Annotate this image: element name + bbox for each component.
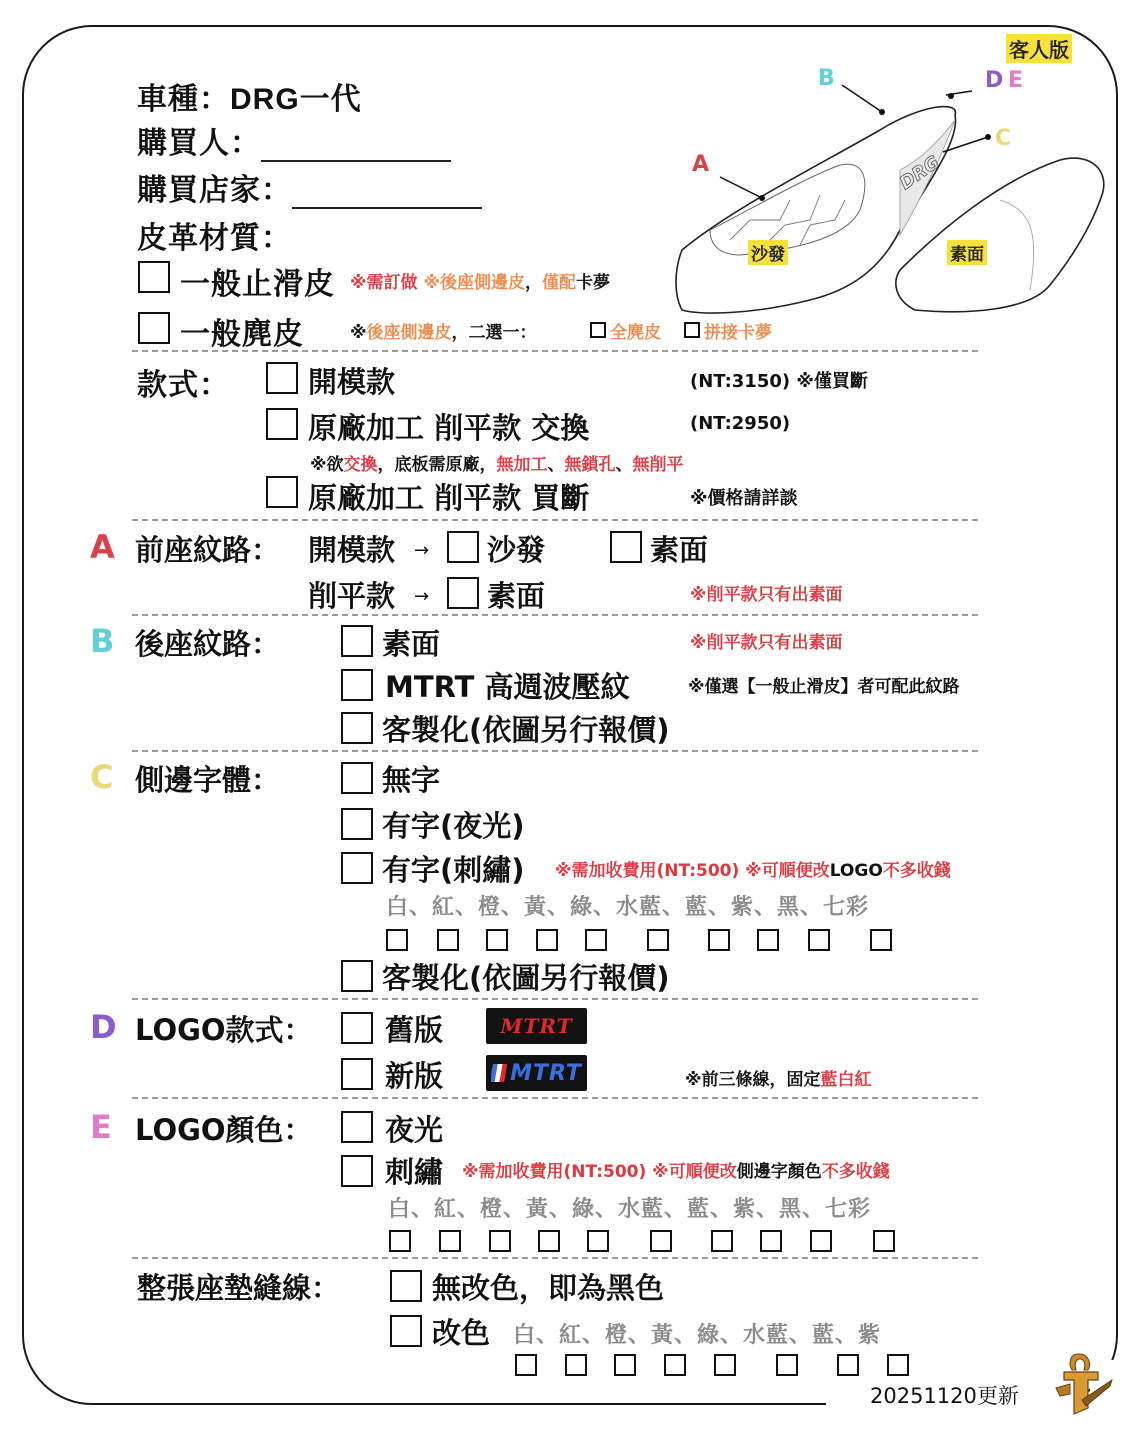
checkbox-stitch-color-orange[interactable] bbox=[614, 1354, 636, 1376]
checkbox-logo-color-blue[interactable] bbox=[711, 1230, 733, 1252]
checkbox-logo-color-red[interactable] bbox=[439, 1230, 461, 1252]
front-mold-prefix: 開模款 bbox=[308, 533, 396, 567]
checkbox-front-flat-plain[interactable] bbox=[447, 577, 479, 609]
arrow-icon: → bbox=[414, 540, 430, 561]
side-embroidery-label: 有字(刺繡) bbox=[382, 853, 525, 887]
checkbox-stitch-color-aqua[interactable] bbox=[776, 1354, 798, 1376]
style-flat-exchange-note: (NT:2950) bbox=[690, 413, 791, 434]
checkbox-side-embroidery[interactable] bbox=[341, 852, 373, 884]
full-suede-label: 全麂皮 bbox=[610, 323, 661, 343]
checkbox-style-mold[interactable] bbox=[266, 362, 298, 394]
checkbox-logo-color-green[interactable] bbox=[587, 1230, 609, 1252]
checkbox-logo-color-aqua[interactable] bbox=[650, 1230, 672, 1252]
style-flat-buyout-label: 原廠加工 削平款 買斷 bbox=[308, 481, 590, 515]
arrow-icon: → bbox=[414, 586, 430, 607]
divider bbox=[132, 750, 978, 752]
checkbox-leather-antislip[interactable] bbox=[138, 261, 170, 293]
front-flat-plain-label: 素面 bbox=[487, 579, 546, 613]
diagram-label-b: B bbox=[818, 66, 835, 91]
checkbox-side-color-purple[interactable] bbox=[757, 929, 779, 951]
rear-plain-note: ※削平款只有出素面 bbox=[690, 633, 843, 653]
leather-suede-label: 一般麂皮 bbox=[180, 317, 304, 352]
logo-style-label: LOGO款式： bbox=[135, 1013, 313, 1047]
side-custom-label: 客製化(依圖另行報價) bbox=[382, 961, 670, 995]
checkbox-leather-suede[interactable] bbox=[138, 312, 170, 344]
side-font-label: 側邊字體： bbox=[135, 763, 281, 797]
style-flat-exchange-label: 原廠加工 削平款 交換 bbox=[308, 411, 590, 445]
section-e-letter: E bbox=[90, 1108, 112, 1146]
checkbox-rear-plain[interactable] bbox=[341, 625, 373, 657]
customer-version-badge: 客人版 bbox=[1006, 34, 1072, 63]
style-mold-note: (NT:3150) ※僅買斷 bbox=[690, 371, 868, 392]
style-label: 款式： bbox=[137, 368, 230, 403]
checkbox-logo-old[interactable] bbox=[341, 1012, 373, 1044]
checkbox-side-color-rainbow[interactable] bbox=[870, 929, 892, 951]
style-mold-label: 開模款 bbox=[308, 365, 396, 399]
checkbox-side-glow[interactable] bbox=[341, 808, 373, 840]
checkbox-side-color-blue[interactable] bbox=[708, 929, 730, 951]
leather-antislip-label: 一般止滑皮 bbox=[180, 267, 335, 302]
checkbox-logo-new[interactable] bbox=[341, 1058, 373, 1090]
checkbox-side-color-white[interactable] bbox=[386, 929, 408, 951]
store-field bbox=[137, 165, 482, 209]
checkbox-logo-color-black[interactable] bbox=[810, 1230, 832, 1252]
carbon-splice-label: 拼接卡夢 bbox=[704, 323, 772, 343]
checkbox-logo-glow[interactable] bbox=[341, 1111, 373, 1143]
checkbox-side-none[interactable] bbox=[341, 762, 373, 794]
logo-old-label: 舊版 bbox=[385, 1013, 444, 1047]
divider bbox=[132, 519, 978, 521]
section-b-letter: B bbox=[90, 622, 115, 660]
mtrt-brand-logo-icon bbox=[1052, 1350, 1114, 1416]
section-a-letter: A bbox=[90, 528, 115, 566]
checkbox-style-flat-exchange[interactable] bbox=[266, 408, 298, 440]
vehicle-field bbox=[137, 74, 362, 118]
checkbox-logo-color-orange[interactable] bbox=[489, 1230, 511, 1252]
checkbox-logo-embroidery[interactable] bbox=[341, 1155, 373, 1187]
checkbox-side-custom[interactable] bbox=[341, 960, 373, 992]
logo-color-label: LOGO顏色： bbox=[135, 1113, 313, 1147]
divider bbox=[132, 1257, 978, 1259]
rear-mtrt-label: MTRT 高週波壓紋 bbox=[385, 670, 630, 704]
stitch-color-list: 白、紅、橙、黃、綠、水藍、藍、紫 bbox=[513, 1323, 882, 1348]
checkbox-stitch-recolor[interactable] bbox=[390, 1315, 422, 1347]
divider bbox=[132, 350, 978, 352]
buyer-label: 購買人： bbox=[137, 126, 261, 161]
front-sofa-label: 沙發 bbox=[487, 533, 546, 567]
style-flat-buyout-note: ※價格請詳談 bbox=[690, 488, 798, 509]
seat-diagram bbox=[670, 60, 1120, 320]
svg-text:DRG: DRG bbox=[895, 151, 944, 195]
store-label: 購買店家： bbox=[137, 173, 292, 208]
rear-custom-label: 客製化(依圖另行報價) bbox=[382, 713, 670, 747]
checkbox-side-color-red[interactable] bbox=[437, 929, 459, 951]
buyer-input-line[interactable] bbox=[261, 138, 451, 162]
divider bbox=[132, 1097, 978, 1099]
exchange-condition-note: ※欲交換，底板需原廠，無加工、無鎖孔、無削平 bbox=[310, 455, 684, 475]
divider bbox=[132, 614, 978, 616]
logo-color-list: 白、紅、橙、黃、綠、水藍、藍、紫、黑、七彩 bbox=[388, 1197, 872, 1222]
front-plain-label: 素面 bbox=[650, 533, 709, 567]
side-glow-label: 有字(夜光) bbox=[382, 809, 525, 843]
checkbox-side-color-orange[interactable] bbox=[486, 929, 508, 951]
leather-antislip-note: ※需訂做 ※後座側邊皮，僅配卡夢 bbox=[350, 273, 610, 293]
checkbox-stitch-color-blue[interactable] bbox=[837, 1354, 859, 1376]
checkbox-front-sofa[interactable] bbox=[447, 531, 479, 563]
diagram-label-c: C bbox=[995, 126, 1012, 151]
vehicle-value: DRG一代 bbox=[230, 83, 362, 116]
section-c-letter: C bbox=[90, 758, 114, 796]
buyer-field bbox=[137, 118, 451, 162]
front-pattern-label: 前座紋路： bbox=[135, 533, 281, 567]
side-color-list: 白、紅、橙、黃、綠、水藍、藍、紫、黑、七彩 bbox=[386, 895, 870, 920]
checkbox-logo-color-white[interactable] bbox=[389, 1230, 411, 1252]
checkbox-logo-color-rainbow[interactable] bbox=[873, 1230, 895, 1252]
side-none-label: 無字 bbox=[382, 763, 441, 797]
leather-suede-note: ※後座側邊皮，二選一： bbox=[350, 323, 537, 343]
logo-new-label: 新版 bbox=[385, 1059, 444, 1093]
rear-seat-tag: 素面 bbox=[947, 240, 987, 265]
checkbox-stitch-color-yellow[interactable] bbox=[664, 1354, 686, 1376]
front-flat-note: ※削平款只有出素面 bbox=[690, 585, 843, 605]
checkbox-side-color-green[interactable] bbox=[585, 929, 607, 951]
checkbox-front-plain[interactable] bbox=[610, 531, 642, 563]
checkbox-stitch-color-red[interactable] bbox=[565, 1354, 587, 1376]
checkbox-rear-custom[interactable] bbox=[341, 712, 373, 744]
section-d-letter: D bbox=[90, 1008, 117, 1046]
rear-pattern-label: 後座紋路： bbox=[135, 627, 281, 661]
diagram-label-e: E bbox=[1008, 68, 1024, 93]
logo-new-image: MTRT bbox=[486, 1055, 587, 1091]
checkbox-stitch-black[interactable] bbox=[390, 1270, 422, 1302]
checkbox-stitch-color-purple[interactable] bbox=[887, 1354, 909, 1376]
logo-embroidery-label: 刺繡 bbox=[385, 1155, 444, 1189]
checkbox-stitch-color-green[interactable] bbox=[714, 1354, 736, 1376]
logo-old-image: MTRT bbox=[486, 1008, 587, 1044]
update-date: 20251120更新 bbox=[870, 1384, 1019, 1408]
front-flat-prefix: 削平款 bbox=[308, 579, 396, 613]
checkbox-full-suede[interactable] bbox=[590, 322, 606, 338]
checkbox-side-color-aqua[interactable] bbox=[647, 929, 669, 951]
checkbox-stitch-color-white[interactable] bbox=[515, 1354, 537, 1376]
checkbox-side-color-black[interactable] bbox=[808, 929, 830, 951]
diagram-label-a: A bbox=[692, 152, 710, 177]
side-embroidery-note: ※需加收費用(NT:500) ※可順便改LOGO不多收錢 bbox=[555, 861, 951, 881]
checkbox-style-flat-buyout[interactable] bbox=[266, 476, 298, 508]
checkbox-rear-mtrt[interactable] bbox=[341, 669, 373, 701]
divider bbox=[132, 998, 978, 1000]
rear-plain-label: 素面 bbox=[382, 627, 441, 661]
leather-label: 皮革材質： bbox=[137, 221, 292, 256]
stitch-black-label: 無改色，即為黑色 bbox=[432, 1271, 665, 1305]
front-seat-tag: 沙發 bbox=[748, 240, 788, 265]
logo-glow-label: 夜光 bbox=[385, 1113, 444, 1147]
checkbox-side-color-yellow[interactable] bbox=[536, 929, 558, 951]
checkbox-logo-color-yellow[interactable] bbox=[538, 1230, 560, 1252]
store-input-line[interactable] bbox=[292, 185, 482, 209]
diagram-label-d: D bbox=[985, 68, 1004, 93]
vehicle-label: 車種： bbox=[137, 82, 230, 117]
checkbox-logo-color-purple[interactable] bbox=[760, 1230, 782, 1252]
logo-new-note: ※前三條線，固定藍白紅 bbox=[685, 1070, 872, 1090]
checkbox-carbon-splice[interactable] bbox=[684, 322, 700, 338]
stitching-label: 整張座墊縫線： bbox=[137, 1271, 341, 1305]
tricolor-stripes-icon bbox=[491, 1064, 507, 1082]
logo-embroidery-note: ※需加收費用(NT:500) ※可順便改側邊字顏色不多收錢 bbox=[462, 1162, 890, 1182]
rear-mtrt-note: ※僅選【一般止滑皮】者可配此紋路 bbox=[688, 677, 960, 697]
stitch-recolor-label: 改色 bbox=[432, 1316, 491, 1350]
